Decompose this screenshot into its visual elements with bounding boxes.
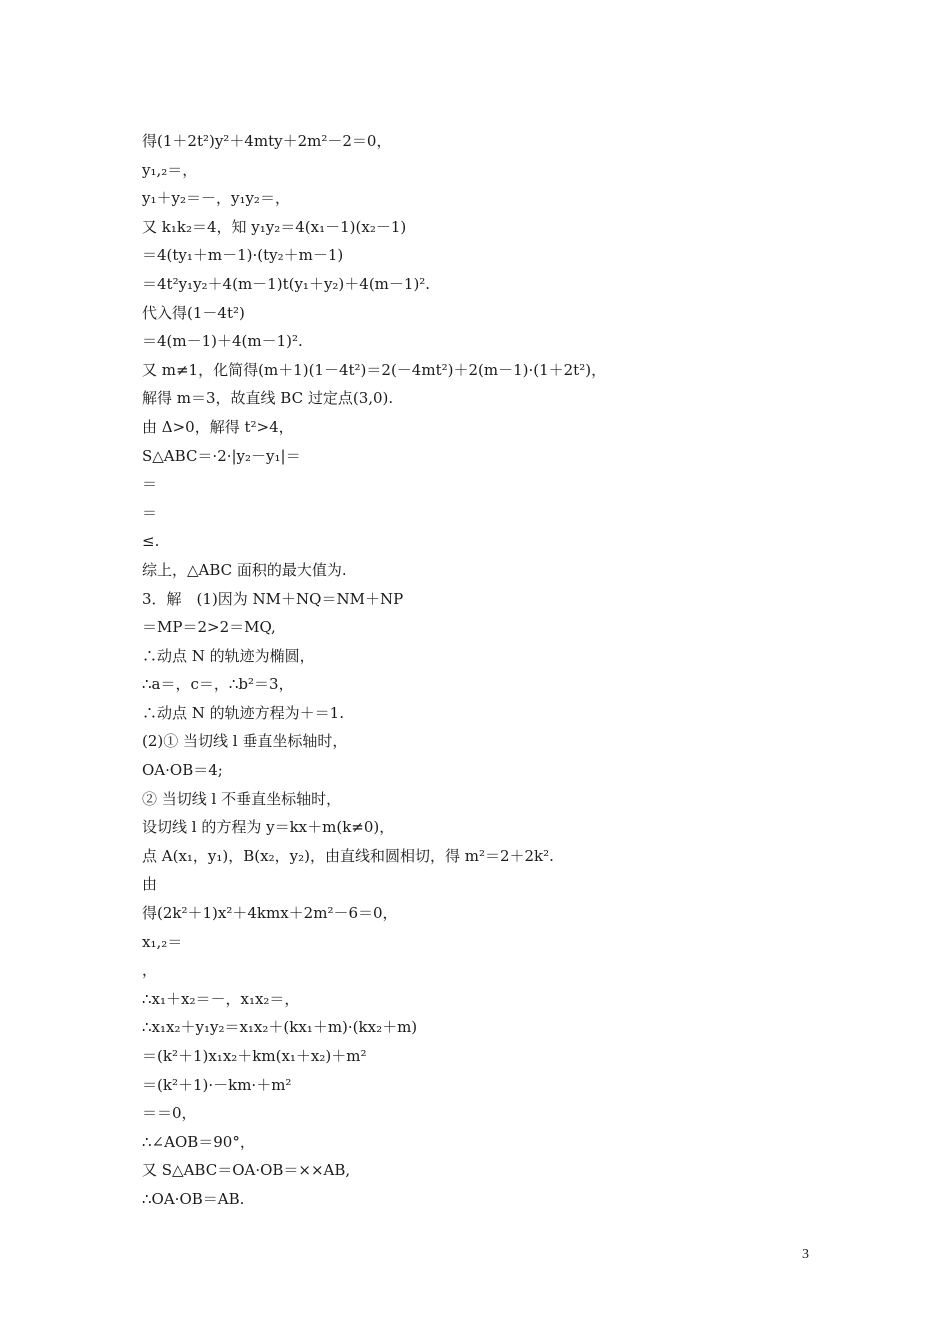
text-line: ＝4(m－1)＋4(m－1)². [142,332,303,351]
text-line: ② 当切线 l 不垂直坐标轴时， [142,789,342,808]
text-line: ＝ [142,503,158,522]
text-line: 由 [142,875,158,894]
text-line: 点 A(x₁，y₁)，B(x₂，y₂)，由直线和圆相切，得 m²＝2＋2k². [142,846,554,865]
text-line: ∴OA·OB＝AB. [142,1189,245,1208]
text-line: 设切线 l 的方程为 y＝kx＋m(k≠0)， [142,818,395,837]
text-line: ∴动点 N 的轨迹为椭圆， [142,646,315,665]
text-line: ∴∠AOB＝90°， [142,1132,255,1151]
text-line: ∴x₁＋x₂＝－，x₁x₂＝， [142,989,300,1008]
text-line: ， [142,961,158,980]
text-line: y₁＋y₂＝－，y₁y₂＝， [142,189,290,208]
text-line: 由 Δ>0，解得 t²>4， [142,417,294,436]
text-line: ＝4(ty₁＋m－1)·(ty₂＋m－1) [142,246,344,265]
text-line: 得(2k²＋1)x²＋4kmx＋2m²－6＝0， [142,904,398,923]
text-line: ≤. [142,532,160,551]
text-line: 综上，△ABC 面积的最大值为. [142,560,347,579]
text-line: ＝＝0， [142,1104,197,1123]
text-line: x₁,₂＝ [142,932,183,951]
text-line: 解得 m＝3，故直线 BC 过定点(3,0). [142,389,394,408]
text-line: S△ABC＝·2·|y₂－y₁|＝ [142,446,301,465]
text-line: 3．解 (1)因为 NM＋NQ＝NM＋NP [142,589,404,608]
text-line: 代入得(1－4t²) [142,303,245,322]
page-number: 3 [802,1247,809,1262]
text-line: ＝MP＝2>2＝MQ, [142,618,276,637]
text-line: 又 m≠1，化简得(m＋1)(1－4t²)＝2(－4mt²)＋2(m－1)·(1＋2t²)， [142,360,607,379]
text-line: (2)① 当切线 l 垂直坐标轴时， [142,732,348,751]
text-line: 又 S△ABC＝OA·OB＝××AB, [142,1161,351,1180]
text-line: ＝(k²＋1)·－km·＋m² [142,1075,292,1094]
text-line: 得(1＋2t²)y²＋4mty＋2m²－2＝0， [142,132,392,150]
text-line: ∴x₁x₂＋y₁y₂＝x₁x₂＋(kx₁＋m)·(kx₂＋m) [142,1018,418,1037]
text-line: ＝ [142,475,158,494]
solution-text [142,127,822,1214]
text-line: ＝(k²＋1)x₁x₂＋km(x₁＋x₂)＋m² [142,1047,367,1065]
text-line: 又 k₁k₂＝4，知 y₁y₂＝4(x₁－1)(x₂－1) [142,217,407,236]
text-line: ∴a＝，c＝，∴b²＝3， [142,675,294,694]
text-line: y₁,₂＝， [142,160,198,179]
text-line: OA·OB＝4; [142,761,223,780]
text-line: ＝4t²y₁y₂＋4(m－1)t(y₁＋y₂)＋4(m－1)². [142,274,431,293]
text-line: ∴动点 N 的轨迹方程为＋＝1. [142,703,344,722]
